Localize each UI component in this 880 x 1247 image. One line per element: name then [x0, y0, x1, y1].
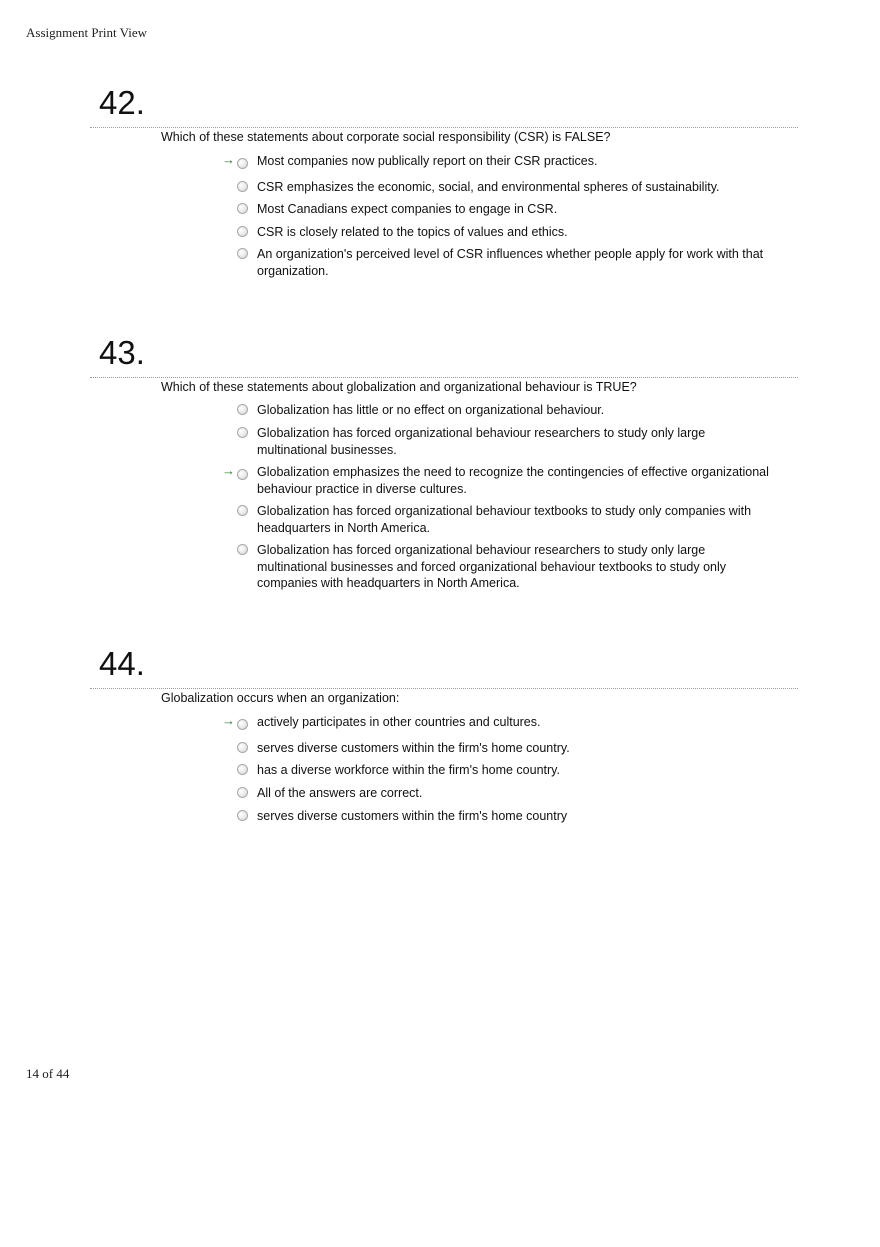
radio-button-icon[interactable]: [237, 203, 248, 214]
answer-text: Globalization emphasizes the need to recognize the contingencies of effective organizational behaviour practice in diverse cultures.: [257, 465, 769, 496]
answer-text: actively participates in other countries and cultures.: [257, 715, 541, 729]
radio-button-icon[interactable]: [237, 719, 248, 730]
radio-button-icon[interactable]: [237, 404, 248, 415]
answer-text: CSR is closely related to the topics of values and ethics.: [257, 225, 568, 239]
answer-text: serves diverse customers within the firm's home country: [257, 809, 568, 823]
radio-button-icon[interactable]: [237, 248, 248, 259]
radio-button-icon[interactable]: [237, 810, 248, 821]
answer-text: serves diverse customers within the firm's home country.: [257, 741, 570, 755]
radio-button-icon[interactable]: [237, 764, 248, 775]
correct-arrow-icon: →: [222, 713, 235, 728]
question-number: 44.: [99, 645, 145, 682]
question-divider: [90, 127, 798, 128]
radio-button-icon[interactable]: [237, 787, 248, 798]
answer-text: has a diverse workforce within the firm's home country.: [257, 763, 560, 777]
question-stem: Which of these statements about globalization and organizational behaviour is TRUE?: [161, 380, 637, 394]
answer-text: Globalization has forced organizational behaviour textbooks to study only companies with headquarters in North America.: [257, 504, 752, 535]
answer-text: Globalization has forced organizational behaviour researchers to study only large multinational businesses and forced organizational behaviour textbooks to study only companies with headquarters in North America.: [257, 543, 727, 590]
radio-button-icon[interactable]: [237, 505, 248, 516]
question-divider: [90, 688, 798, 689]
answer-text: An organization's perceived level of CSR influences whether people apply for work with that organization.: [257, 247, 764, 278]
radio-button-icon[interactable]: [237, 544, 248, 555]
radio-button-icon[interactable]: [237, 742, 248, 753]
radio-button-icon[interactable]: [237, 158, 248, 169]
radio-button-icon[interactable]: [237, 181, 248, 192]
radio-button-icon[interactable]: [237, 226, 248, 237]
radio-button-icon[interactable]: [237, 469, 248, 480]
page-indicator: 14 of 44: [26, 1066, 70, 1081]
correct-arrow-icon: →: [222, 152, 235, 167]
answer-text: Most companies now publically report on their CSR practices.: [257, 154, 598, 168]
question-number: 42.: [99, 84, 145, 121]
page-header-title: Assignment Print View: [26, 25, 148, 40]
answer-text: CSR emphasizes the economic, social, and environmental spheres of sustainability.: [257, 180, 720, 194]
correct-arrow-icon: →: [222, 463, 235, 478]
answer-text: Most Canadians expect companies to engage in CSR.: [257, 202, 558, 216]
radio-button-icon[interactable]: [237, 427, 248, 438]
answer-text: Globalization has little or no effect on organizational behaviour.: [257, 403, 605, 417]
question-stem: Which of these statements about corporate social responsibility (CSR) is FALSE?: [161, 130, 611, 144]
answer-text: All of the answers are correct.: [257, 786, 423, 800]
question-number: 43.: [99, 334, 145, 371]
answer-text: Globalization has forced organizational behaviour researchers to study only large multinational businesses.: [257, 426, 706, 457]
question-stem: Globalization occurs when an organization:: [161, 691, 400, 705]
question-divider: [90, 377, 798, 378]
